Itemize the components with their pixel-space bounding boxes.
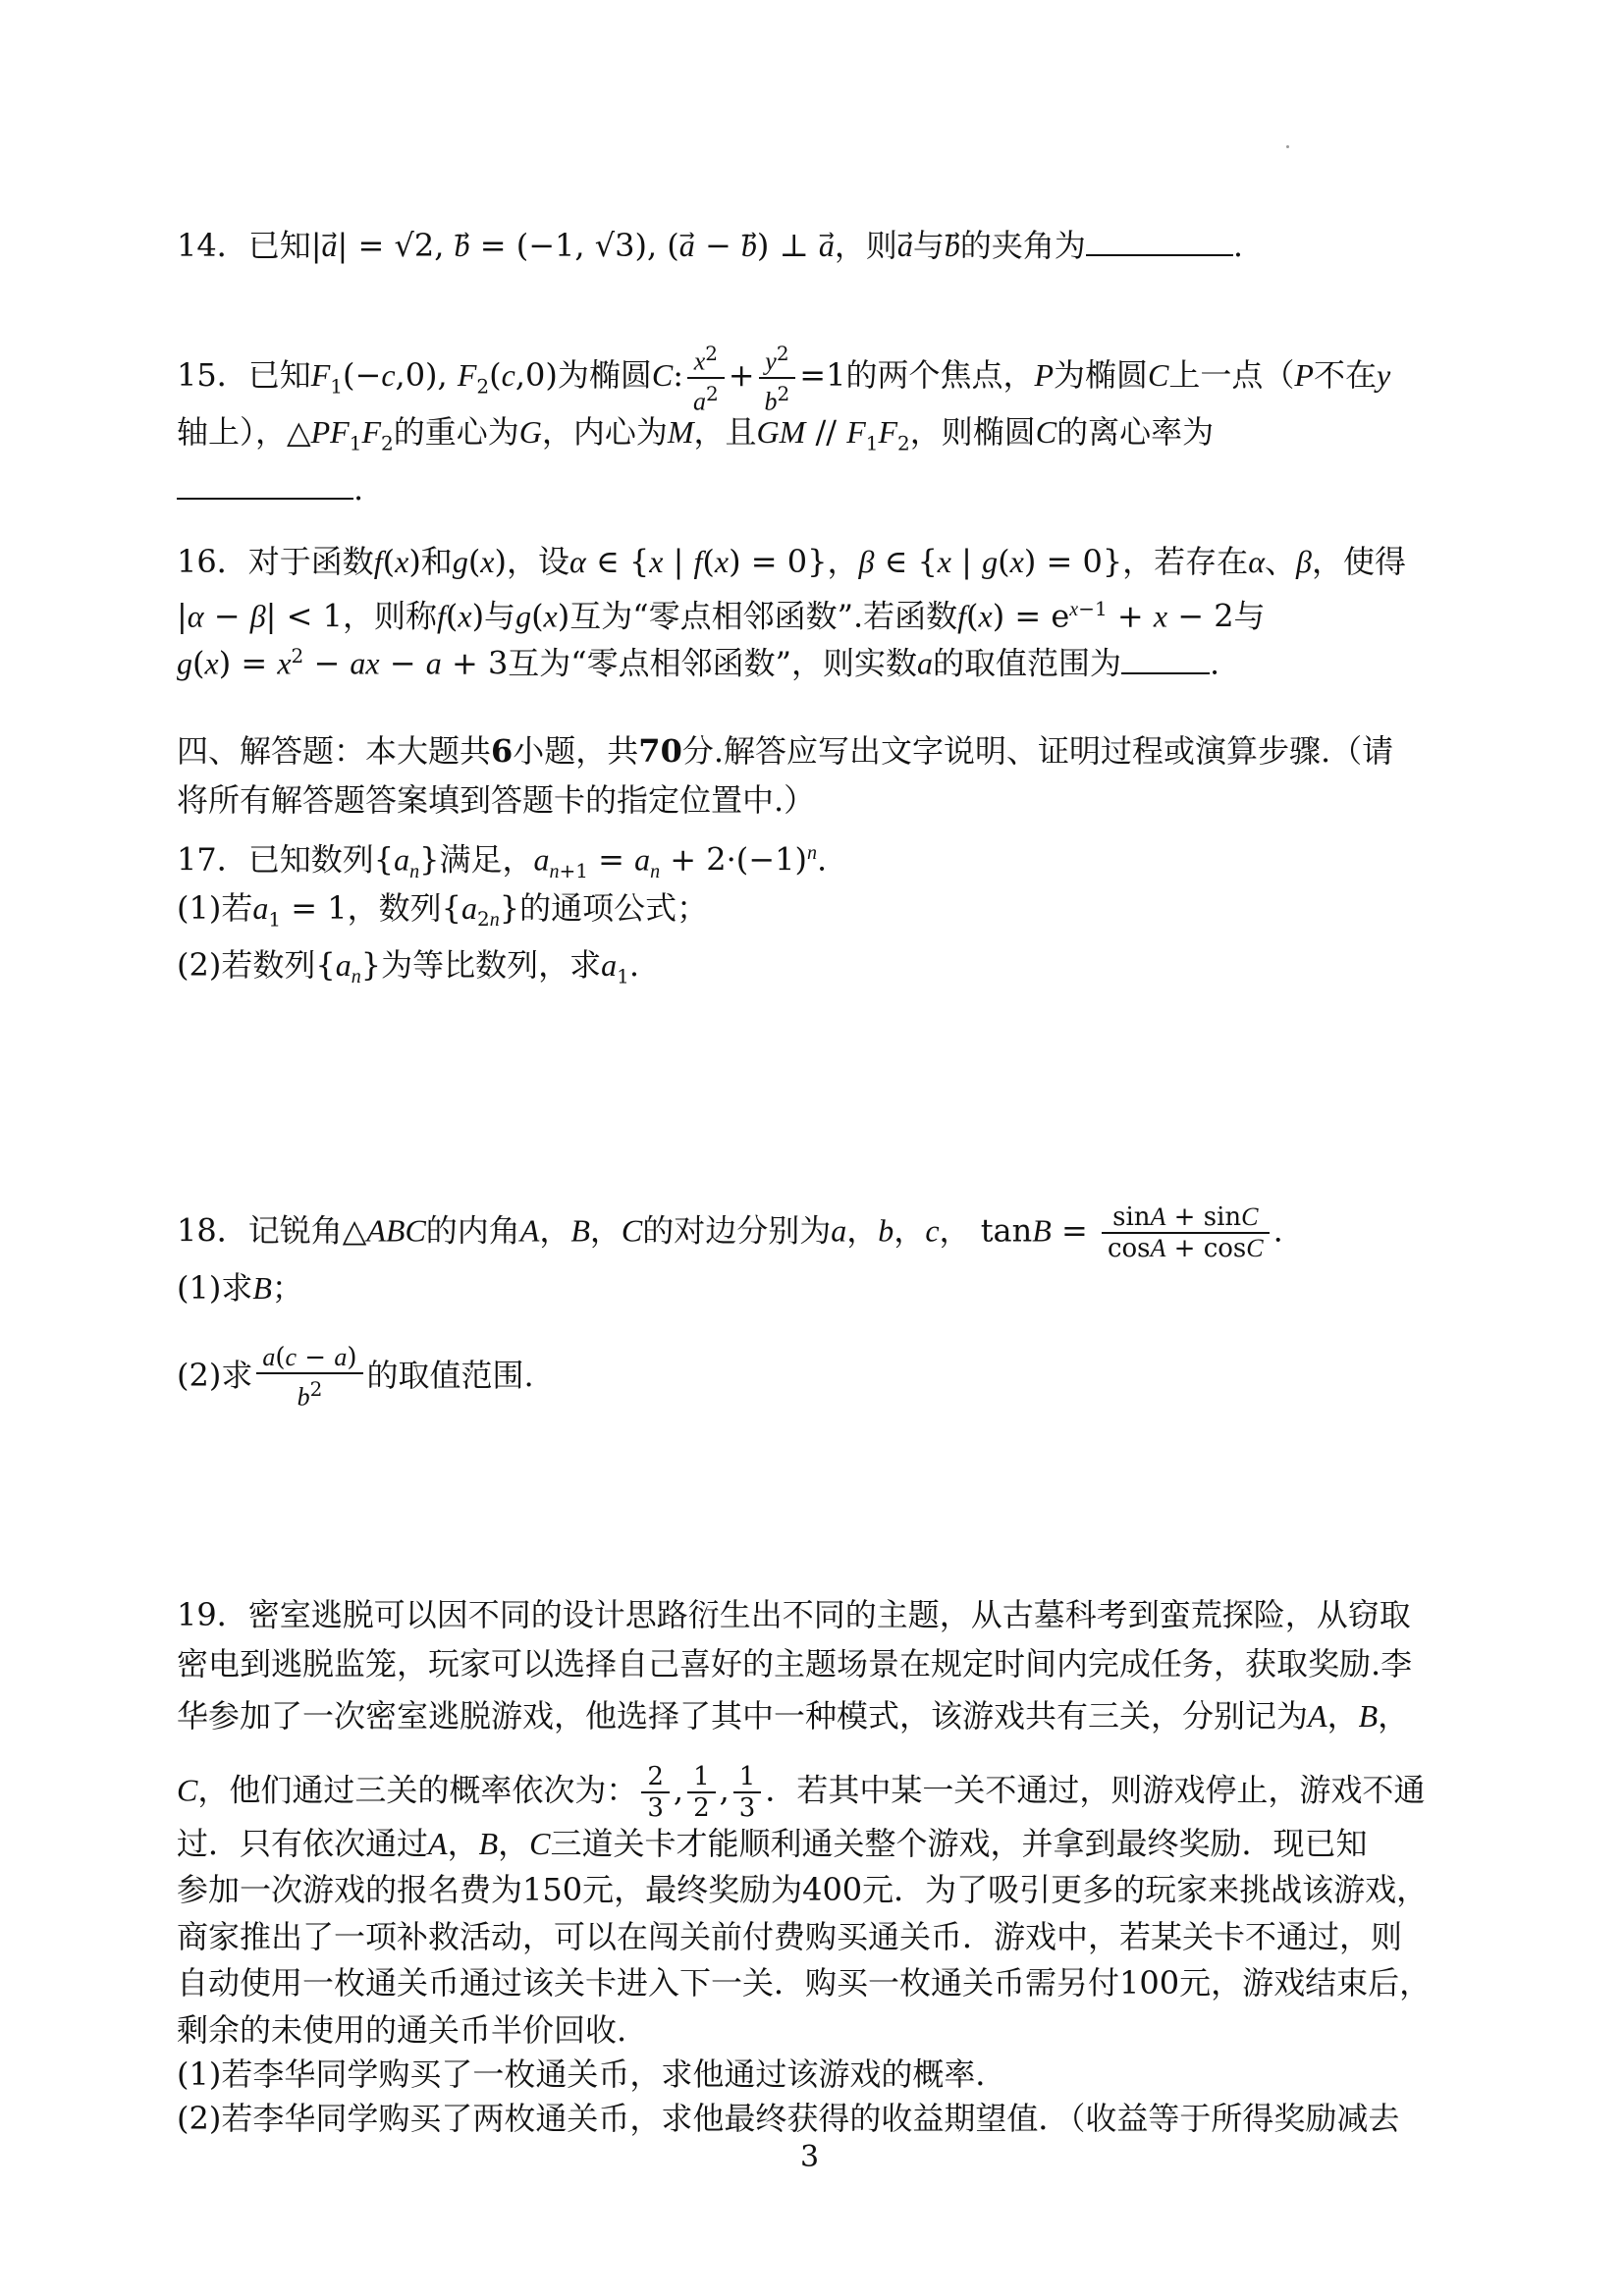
q15-text: 轴上）， <box>177 413 288 451</box>
q16-text: 、 <box>1264 543 1296 580</box>
question-19-line-4: C，他们通过三关的概率依次为： $\frac{2}{3}$ , $\frac{1}{2}$ , $\frac{1}{3}$ ．若其中某一关不通过，则游戏停止，游戏不通 <box>177 1762 1426 1823</box>
question-17: 17．已知数列$\{a_n\}$满足，$a_{n+1} = a_n + 2\cdot(-1)^n$. <box>177 840 828 883</box>
section-text: 小题，共 <box>513 732 639 770</box>
question-19-part-2 <box>177 2099 1399 2138</box>
question-19-line-7 <box>177 1917 1402 1956</box>
q17-text: 17．已知数列 <box>177 840 374 879</box>
section-4-note <box>177 780 815 820</box>
scan-dot <box>1286 145 1289 148</box>
question-19-line-6 <box>177 1870 1428 1909</box>
q17-text: (1)若 <box>177 889 253 927</box>
q15-text: 不在 <box>1313 356 1377 395</box>
question-16-line-3: $g(x) = x^2$ − ax − a + 3互为“零点相邻函数”，则实数a的取值范围为 . <box>177 644 1220 682</box>
q19-text: 19．密室逃脱可以因不同的设计思路衍生出不同的主题，从古墓科考到蛮荒探险，从窃取 <box>177 1596 1411 1633</box>
question-14: 14．已知|a⃗| = √2, b⃗ = (−1, √3), (a⃗ − b⃗) ⊥ a，则a与b的夹角为 . <box>177 227 1244 264</box>
question-19-line-3: 华参加了一次密室逃脱游戏，他选择了其中一种模式，该游戏共有三关，分别记为A，B， <box>177 1697 1410 1735</box>
q18-text: 的取值范围. <box>366 1356 534 1394</box>
question-18-part-1: (1)求B； <box>177 1269 303 1307</box>
fraction: $\frac{1}{3}$ <box>733 1762 762 1823</box>
q15-text: 的两个焦点， <box>845 356 1035 395</box>
section-4-header <box>177 731 1393 771</box>
q16-text: ，则称 <box>342 597 437 635</box>
q19-text: 过．只有依次通过 <box>177 1825 429 1862</box>
q16-text: 的取值范围为 <box>933 644 1122 682</box>
question-19-line-5: 过．只有依次通过A，B，C三道关卡才能顺利通关整个游戏，并拿到最终奖励．现已知 <box>177 1825 1368 1862</box>
q18-text: 的内角 <box>425 1211 520 1250</box>
question-15-line-3: . <box>177 469 363 508</box>
fraction: $\frac{1}{2}$ <box>687 1762 716 1823</box>
answer-blank[interactable] <box>177 498 353 500</box>
q18-text: (2)求 <box>177 1356 253 1394</box>
page-number: 3 <box>800 2140 820 2174</box>
q17-text: (2)若数列 <box>177 946 316 984</box>
fraction: $\frac{2}{3}$ <box>641 1762 670 1823</box>
question-16-line-1: 16．对于函数f(x)和g(x)，设α ∈ {x | f(x) = 0}，β ∈ {x | g(x) = 0}，若存在α、β，使得 <box>177 543 1406 580</box>
q19-text: ，他们通过三关的概率依次为： <box>197 1771 638 1809</box>
question-count: 6 <box>491 732 514 770</box>
section-text: 将所有解答题答案填到答题卡的指定位置中.） <box>177 781 816 819</box>
fraction: $\frac{a(c - a)}{b^2}$ <box>256 1343 362 1413</box>
q15-text: 的离心率为 <box>1056 413 1215 451</box>
q19-text: 密电到逃脱监笼，玩家可以选择自己喜好的主题场景在规定时间内完成任务，获取奖励.李 <box>177 1645 1413 1682</box>
q17-text: 的通项公式； <box>519 889 709 927</box>
q18-text: 18．记锐角 <box>177 1211 343 1250</box>
fraction: $\frac{x^2}{a^2}$ <box>687 339 725 416</box>
q18-text: (1)求 <box>177 1269 253 1307</box>
total-score: 70 <box>638 732 682 770</box>
q14-formula-1: |a⃗| = √2, b⃗ = (−1, √3), (a⃗ − b⃗) ⊥ a <box>310 227 835 264</box>
q19-text: (1)若李华同学购买了一枚通关币，求他通过该游戏的概率． <box>177 2056 1007 2093</box>
section-text: 分.解答应写出文字说明、证明过程或演算步骤.（请 <box>681 732 1394 770</box>
question-18-part-2 <box>177 1343 534 1413</box>
question-17-part-2: (2)若数列$\{a_n\}$为等比数列，求$a_1$. <box>177 946 639 988</box>
q15-text: ，内心为 <box>541 413 668 451</box>
question-15-line-2: 轴上），$\triangle PF_1F_2$的重心为G，内心为M，且GM // $F_1F_2$，则椭圆C的离心率为 <box>177 413 1215 455</box>
q16-text: ，使得 <box>1311 543 1406 580</box>
question-19-line-1 <box>177 1595 1411 1634</box>
q14-mid2: 与 <box>912 227 945 264</box>
q16-text: 与 <box>484 597 516 635</box>
q16-text: 互为“零点相邻函数”，则实数 <box>508 644 918 682</box>
q15-text: 上一点（ <box>1168 356 1295 395</box>
q17-text: ，数列 <box>347 889 442 927</box>
q17-text: 满足， <box>439 840 534 879</box>
q15-text: ，则椭圆 <box>909 413 1036 451</box>
answer-blank[interactable] <box>1086 254 1233 256</box>
q15-text: 为椭圆 <box>557 356 652 395</box>
q14-suffix: 的夹角为 <box>959 227 1086 264</box>
question-15-line-1: 15．已知$F_1(-c,0)$, $F_2(c,0)$为椭圆C: $\frac{x^2}{a^2}$ + $\frac{y^2}{b^2}$ =1的两个焦点，P为椭圆C上一点（P不在y <box>177 339 1390 416</box>
q16-text: ，设 <box>506 543 569 580</box>
q15-text: 15．已知 <box>177 356 311 395</box>
q15-text: 的重心为 <box>393 413 519 451</box>
q16-text: 互为“零点相邻函数”.若函数 <box>569 597 958 635</box>
q19-text: 三道关卡才能顺利通关整个游戏，并拿到最终奖励．现已知 <box>550 1825 1368 1862</box>
q19-text: 华参加了一次密室逃脱游戏，他选择了其中一种模式，该游戏共有三关，分别记为 <box>177 1697 1309 1735</box>
q19-text: ．若其中某一关不通过，则游戏停止，游戏不通 <box>765 1771 1426 1809</box>
q14-mid: ，则 <box>834 227 897 264</box>
q16-text: ， <box>827 543 859 580</box>
q15-text: ，且 <box>693 413 757 451</box>
q16-text: ，若存在 <box>1122 543 1249 580</box>
question-19-line-2 <box>177 1644 1412 1683</box>
q18-text: 的对边分别为 <box>642 1211 832 1250</box>
question-18: 18．记锐角△ABC的内角A，B，C的对边分别为a，b，c， tanB = $\frac{\sin A + \sin C}{\cos A + \cos C}$ . <box>177 1202 1283 1263</box>
question-16-line-2: |α − β| < 1，则称f(x)与g(x)互为“零点相邻函数”.若函数$f(x) = e^{x-1} + x - 2$与 <box>177 597 1266 635</box>
question-19-line-9 <box>177 2010 626 2050</box>
q19-text: 自动使用一枚通关币通过该关卡进入下一关．购买一枚通关币需另付100元，游戏结束后， <box>177 1964 1432 2002</box>
fraction: $\frac{\sin A + \sin C}{\cos A + \cos C}$ <box>1102 1202 1270 1263</box>
q17-text: 为等比数列，求 <box>381 946 602 984</box>
answer-blank[interactable] <box>1121 672 1210 674</box>
q19-text: 剩余的未使用的通关币半价回收. <box>177 2011 627 2049</box>
section-text: 四、解答题：本大题共 <box>177 732 492 770</box>
question-19-part-1 <box>177 2055 1006 2094</box>
question-17-part-1: (1)若$a_1 = 1$，数列$\{a_{2n}\}$的通项公式； <box>177 889 709 932</box>
q16-text: 和 <box>420 543 453 580</box>
q19-text: 商家推出了一项补救活动，可以在闯关前付费购买通关币．游戏中，若某关卡不通过，则 <box>177 1918 1403 1955</box>
q16-text: 16．对于函数 <box>177 543 374 580</box>
q14-prefix: 14．已知 <box>177 227 311 264</box>
q19-text: (2)若李华同学购买了两枚通关币，求他最终获得的收益期望值．（收益等于所得奖励减去 <box>177 2100 1400 2137</box>
q15-text: 为椭圆 <box>1054 356 1149 395</box>
fraction: $\frac{y^2}{b^2}$ <box>759 339 796 416</box>
question-19-line-8 <box>177 1963 1431 2002</box>
q19-text: 参加一次游戏的报名费为150元，最终奖励为400元．为了吸引更多的玩家来挑战该游戏， <box>177 1871 1429 1908</box>
q16-text: 与 <box>1233 597 1266 635</box>
